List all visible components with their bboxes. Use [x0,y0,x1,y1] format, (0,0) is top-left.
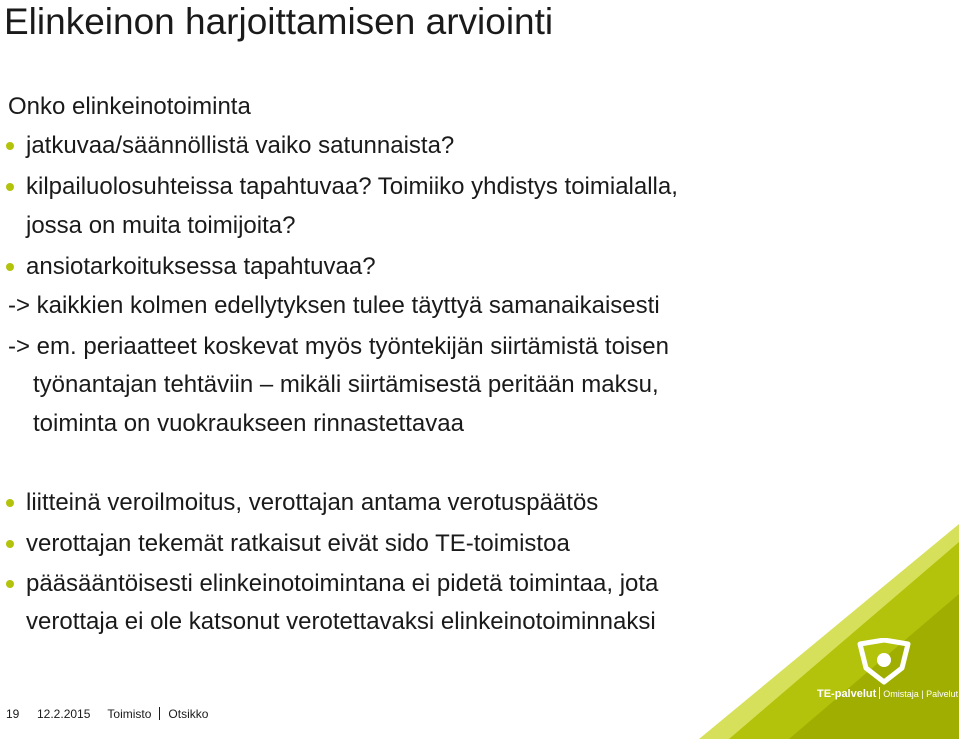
footer-meta [37,706,208,722]
footer-heading: Otsikko [168,707,209,721]
footer-separator [159,707,160,720]
bullet-icon [6,183,14,191]
bullet-item: ansiotarkoituksessa tapahtuvaa? [26,253,376,280]
te-logo [817,687,958,700]
intro-text: Onko elinkeinotoiminta [8,93,251,120]
bullet-icon [6,499,14,507]
logo-divider [879,687,880,699]
bullet-item-continuation: jossa on muita toimijoita? [26,212,296,239]
bullet-item: liitteinä veroilmoitus, verottajan antama verotuspäätös [26,489,599,516]
bullet-item: verottajan tekemät ratkaisut eivät sido TE-toimistoa [26,530,570,557]
logo-brand: TE-palvelut [817,688,877,700]
corner-decoration [699,524,959,739]
bullet-item: jatkuvaa/säännöllistä vaiko satunnaista? [26,132,455,159]
bullet-item: pääsääntöisesti elinkeinotoimintana ei pidetä toimintaa, jota [26,570,659,597]
te-logo-icon [856,638,912,686]
page-number: 19 [6,707,20,721]
bullet-icon [6,580,14,588]
slide-title: Elinkeinon harjoittamisen arviointi [4,1,554,42]
bullet-item-continuation: verottaja ei ole katsonut verotettavaksi elinkeinotoiminnaksi [26,608,656,635]
arrow-line-continuation: työnantajan tehtäviin – mikäli siirtämisestä peritään maksu, [33,371,659,398]
bullet-icon [6,142,14,150]
bullet-item: kilpailuolosuhteissa tapahtuvaa? Toimiiko yhdistys toimialalla, [26,173,678,200]
logo-subtitle: Omistaja | Palvelut [883,689,959,699]
arrow-line: -> kaikkien kolmen edellytyksen tulee täyttyä samanaikaisesti [8,292,660,319]
bullet-icon [6,263,14,271]
footer-date: 12.2.2015 [37,707,91,721]
arrow-line-continuation: toiminta on vuokraukseen rinnastettavaa [33,410,464,437]
bullet-icon [6,540,14,548]
footer-office: Toimisto [107,707,152,721]
arrow-line: -> em. periaatteet koskevat myös työntekijän siirtämistä toisen [8,333,669,360]
